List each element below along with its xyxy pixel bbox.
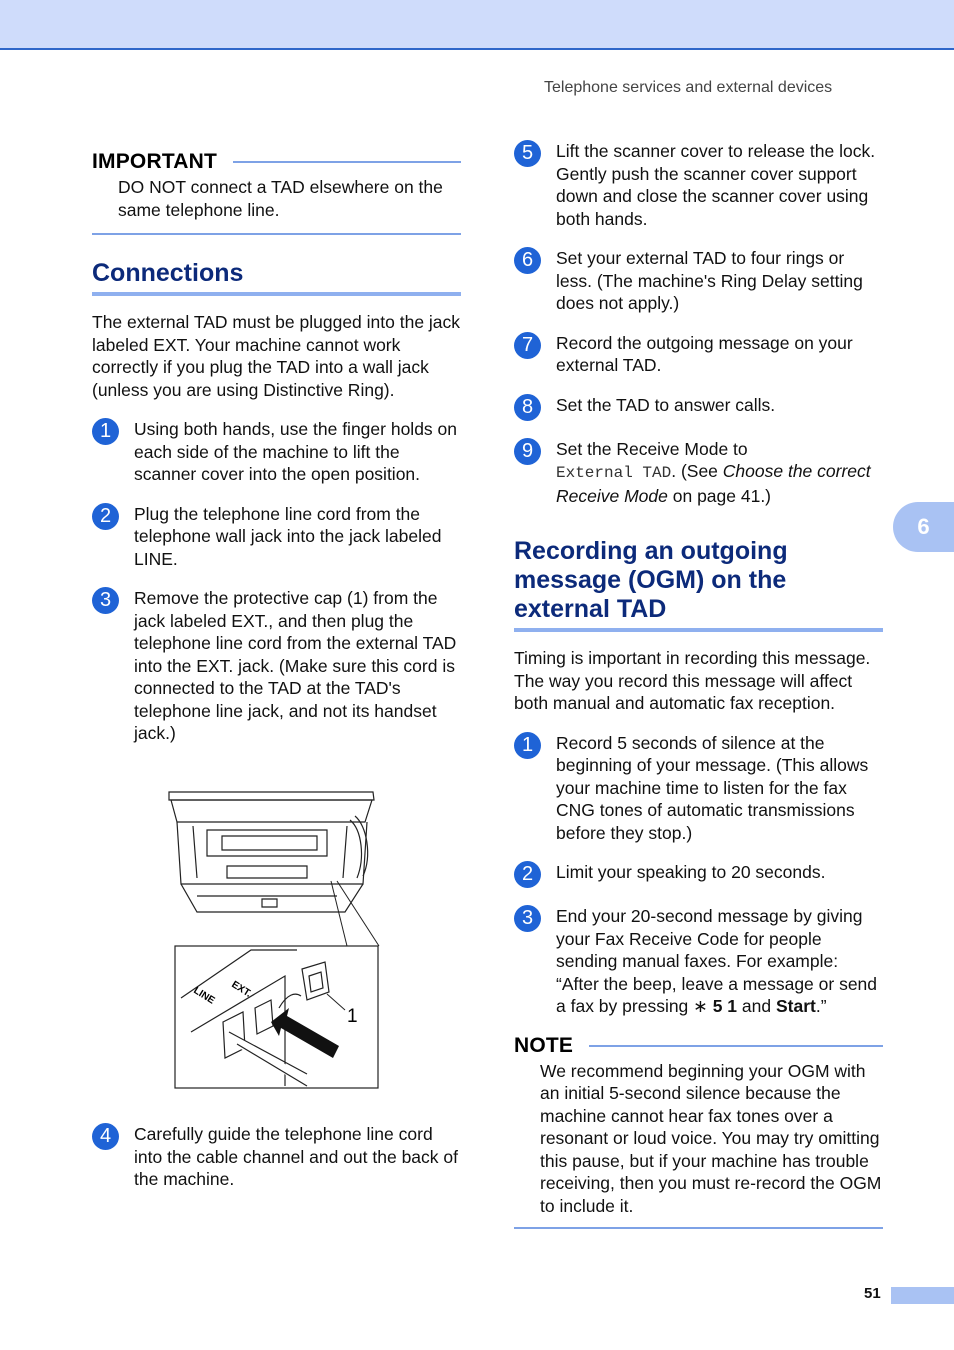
step-number: 2 — [514, 861, 541, 888]
step-text: Plug the telephone line cord from the telephone wall jack into the jack labeled LINE. — [134, 503, 442, 569]
ext-jack-label: EXT. — [229, 979, 254, 1000]
start-key-label: Start — [775, 996, 816, 1016]
ogm-rule — [514, 628, 883, 632]
header-band — [0, 0, 954, 50]
step-text-part: .” — [815, 996, 827, 1016]
left-column — [92, 150, 461, 745]
star-symbol: ∗ — [693, 996, 708, 1016]
note-label: NOTE — [514, 1033, 574, 1057]
step-text: Carefully guide the telephone line cord into the cable channel and out the back of the machine. — [134, 1124, 458, 1189]
cross-reference: Choose the correct Receive Mode — [556, 461, 871, 506]
ogm-step-1 — [514, 732, 883, 845]
connection-step-9 — [514, 438, 883, 508]
step-text-part: Set the Receive Mode to — [556, 438, 748, 459]
connections-intro: The external TAD must be plugged into the jack labeled EXT. Your machine cannot work correctly if you plug the TAD into a wall jack (unless you are using Distinctive Ring). — [92, 312, 461, 400]
step-text-part: and — [737, 996, 776, 1016]
printer-drawing — [169, 792, 374, 912]
note-text: We recommend beginning your OGM with an initial 5-second silence because the machine cannot hear fax tones over a resonant or loud voice. You may try omitting this pause, but if your machine has trouble receiving, then you must re-record the OGM to include it. — [540, 1060, 882, 1216]
machine-connection-illustration — [167, 786, 381, 1092]
important-box — [92, 150, 461, 235]
step-number: 4 — [92, 1123, 119, 1150]
step-number: 7 — [514, 332, 541, 359]
step-text: Using both hands, use the finger holds on each side of the machine to lift the scanner cover into the open position. — [134, 419, 457, 484]
connection-step-8 — [514, 394, 883, 421]
step-text-part: on page 41.) — [667, 485, 772, 506]
step-number: 1 — [92, 418, 119, 445]
page-number: 51 — [864, 1285, 881, 1302]
step-number: 3 — [92, 587, 119, 614]
running-title: Telephone services and external devices — [544, 79, 833, 96]
step-number: 5 — [514, 140, 541, 167]
code-digits: 5 1 — [707, 996, 738, 1016]
step-text — [556, 438, 883, 508]
step-text: Set the TAD to answer calls. — [556, 394, 776, 415]
step-text — [556, 905, 883, 1018]
note-bottom-rule — [514, 1227, 883, 1229]
step-number: 1 — [514, 732, 541, 759]
step-text: Remove the protective cap (1) from the jack labeled EXT., and then plug the telephone line cord from the external TAD into the EXT. jack. (Make sure this cord is connected to the TAD at the TAD's telephone line jack, and not its handset jack.) — [134, 588, 457, 743]
connections-heading: Connections — [92, 259, 244, 287]
important-rule — [233, 161, 461, 163]
step-text: Record 5 seconds of silence at the beginning of your message. (This allows your machine time to listen for the fax CNG tones of automatic transmissions before they stop.) — [556, 732, 869, 843]
step-text: Limit your speaking to 20 seconds. — [556, 862, 826, 882]
step-text: Lift the scanner cover to release the lock. Gently push the scanner cover support down and close the scanner cover using both hands. — [556, 141, 876, 229]
note-rule — [589, 1045, 883, 1047]
chapter-tab: 6 — [893, 502, 954, 552]
connection-step-7 — [514, 332, 883, 377]
step-text-part: End your 20-second message by giving your Fax Receive Code for people sending manual faxes. For example: “After the beep, leave a message or send a fax by pressing — [556, 906, 878, 1016]
important-label: IMPORTANT — [92, 150, 218, 173]
receive-mode-value: External TAD — [556, 464, 672, 482]
ogm-intro: Timing is important in recording this message. The way you record this message will affect both manual and automatic fax reception. — [514, 648, 871, 713]
connection-step-2 — [92, 503, 461, 571]
step-text: Set your external TAD to four rings or less. (The machine's Ring Delay setting does not apply.) — [556, 248, 863, 313]
ogm-step-2 — [514, 861, 883, 888]
step-text-part: . (See — [671, 461, 723, 481]
step-number: 2 — [92, 503, 119, 530]
connection-step-1 — [92, 418, 461, 486]
page-number-bar — [891, 1287, 954, 1304]
ogm-step-3 — [514, 905, 883, 1018]
line-jack-label: LINE — [191, 985, 217, 1007]
callout-number: 1 — [347, 1006, 358, 1027]
important-bottom-rule — [92, 233, 461, 235]
step-number: 3 — [514, 905, 541, 932]
connection-step-6 — [514, 247, 883, 315]
step-number: 8 — [514, 394, 541, 421]
connection-step-5 — [514, 140, 883, 230]
step-number: 9 — [514, 438, 541, 465]
ogm-heading: Recording an outgoing message (OGM) on the external TAD — [514, 537, 788, 623]
important-text: DO NOT connect a TAD elsewhere on the same telephone line. — [118, 177, 443, 220]
note-box — [514, 1034, 883, 1230]
step-number: 6 — [514, 247, 541, 274]
connection-step-4 — [92, 1123, 461, 1191]
right-column — [514, 140, 883, 1229]
connection-step-3 — [92, 587, 461, 745]
connections-rule — [92, 292, 461, 296]
step-text: Record the outgoing message on your external TAD. — [556, 332, 853, 375]
